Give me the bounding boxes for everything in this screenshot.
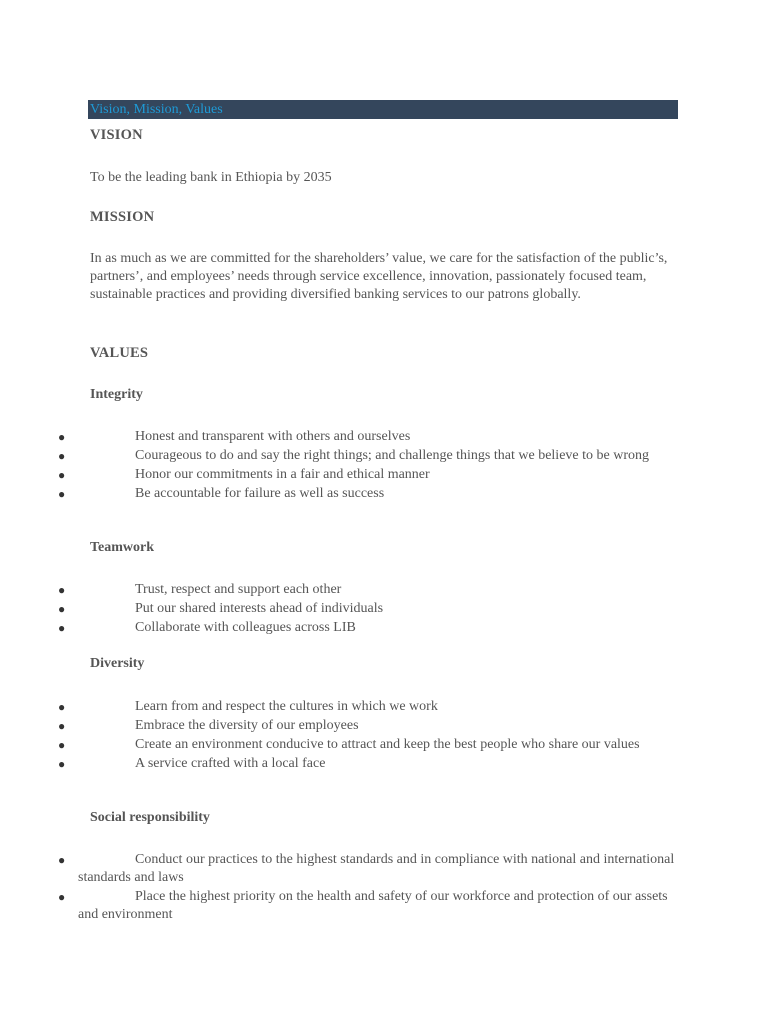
bullet-icon: ● [58, 487, 66, 501]
list-item [58, 485, 678, 503]
list-item [58, 581, 678, 599]
integrity-list [58, 428, 678, 504]
diversity-heading: Diversity [90, 656, 145, 671]
list-item-text: Learn from and respect the cultures in which we work [135, 699, 438, 714]
list-item-text: A service crafted with a local face [135, 756, 326, 771]
social-responsibility-list [58, 851, 678, 925]
bullet-icon: ● [58, 621, 66, 635]
bullet-icon: ● [58, 700, 66, 714]
list-item [58, 851, 678, 887]
bullet-icon: ● [58, 719, 66, 733]
bullet-icon: ● [58, 738, 66, 752]
bullet-icon: ● [58, 583, 66, 597]
list-item [58, 698, 678, 716]
values-heading: VALUES [90, 345, 149, 361]
list-item-text: Embrace the diversity of our employees [135, 718, 359, 733]
integrity-heading: Integrity [90, 387, 143, 402]
list-item [58, 466, 678, 484]
list-item-text: Put our shared interests ahead of individuals [135, 601, 384, 616]
mission-heading: MISSION [90, 209, 155, 225]
bullet-icon: ● [58, 890, 66, 904]
list-item [58, 717, 678, 735]
page-title: Vision, Mission, Values [90, 102, 223, 117]
list-item-text: Courageous to do and say the right things; and challenge things that we believe to be wrong [135, 448, 649, 463]
list-item [58, 619, 678, 637]
list-item-text: Collaborate with colleagues across LIB [135, 620, 356, 635]
list-item-text: Place the highest priority on the health and safety of our workforce and protection of our assets and environment [78, 889, 668, 922]
list-item-text: Honor our commitments in a fair and ethical manner [135, 467, 430, 482]
list-item [58, 428, 678, 446]
bullet-icon: ● [58, 468, 66, 482]
bullet-icon: ● [58, 757, 66, 771]
list-item-text: Conduct our practices to the highest standards and in compliance with national and international standards and laws [78, 852, 675, 885]
list-item-text: Create an environment conducive to attract and keep the best people who share our values [135, 737, 640, 752]
social-responsibility-heading: Social responsibility [90, 810, 210, 825]
bullet-icon: ● [58, 430, 66, 444]
vision-text: To be the leading bank in Ethiopia by 2035 [90, 170, 332, 185]
list-item [58, 600, 678, 618]
list-item [58, 755, 678, 773]
list-item [58, 888, 678, 924]
bullet-icon: ● [58, 449, 66, 463]
list-item-text: Honest and transparent with others and ourselves [135, 429, 411, 444]
list-item [58, 736, 678, 754]
bullet-icon: ● [58, 602, 66, 616]
title-bar [88, 100, 678, 119]
diversity-list [58, 698, 678, 774]
mission-text: In as much as we are committed for the shareholders’ value, we care for the satisfaction of the public’s, partners’, and employees’ needs through service excellence, innovation, passionately focused team, sustainable practices and providing diversified banking services to our patrons globally. [90, 251, 668, 302]
vision-heading: VISION [90, 127, 143, 143]
list-item-text: Be accountable for failure as well as success [135, 486, 385, 501]
list-item-text: Trust, respect and support each other [135, 582, 342, 597]
teamwork-list [58, 581, 678, 638]
teamwork-heading: Teamwork [90, 540, 155, 555]
bullet-icon: ● [58, 853, 66, 867]
list-item [58, 447, 678, 465]
